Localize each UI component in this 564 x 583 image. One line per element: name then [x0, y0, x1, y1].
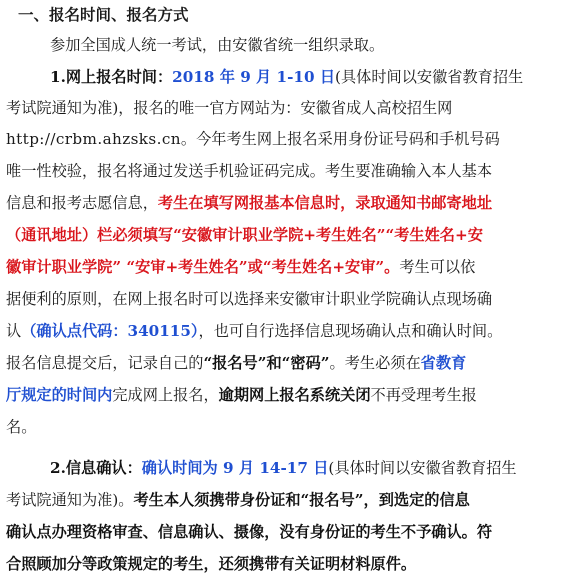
intro-paragraph: 参加全国成人统一考试，由安徽省统一组织录取。	[50, 36, 385, 54]
sec1-line-5	[6, 190, 558, 216]
sec1-line9-tail: ，也可自行选择信息现场确认点和确认时间。	[198, 322, 503, 340]
sec2-label: 2.信息确认：	[50, 459, 142, 477]
official-website-link[interactable]: http://crbm.ahzsks.cn	[6, 130, 181, 148]
sec1-line1-tail: (具体时间以安徽省教育招生	[335, 68, 524, 86]
sec1-line-7	[6, 254, 558, 280]
confirmation-point-code: （确认点代码：340115）	[21, 322, 199, 340]
sec1-line11-bold: 逾期网上报名系统关闭	[218, 386, 371, 404]
sec2-line-3: 确认点办理资格审查、信息确认、摄像，没有身份证的考生不予确认。符	[6, 523, 492, 541]
sec1-line7-red: 徽审计职业学院” “安审+考生姓名”或“考生姓名+安审”。	[6, 258, 400, 276]
sec2-line-2	[6, 487, 558, 513]
sec1-line10-mid: 。考生必须在	[329, 354, 421, 372]
sec2-line2-pre: 考试院通知为准)。	[6, 491, 134, 509]
sec1-line-8: 据便利的原则，在网上报名时可以选择来安徽审计职业学院确认点现场确	[6, 290, 492, 308]
sec1-line11-mid: 完成网上报名，	[112, 386, 219, 404]
sec1-label: 1.网上报名时间：	[50, 68, 173, 86]
sec1-line-4: 唯一性校验，报名将通过发送手机验证码完成。考生要准确输入本人基本	[6, 162, 492, 180]
sec2-line-4: 合照顾加分等政策规定的考生，还须携带有关证明材料原件。	[6, 555, 417, 573]
sec1-line-12: 名。	[6, 418, 37, 436]
sec1-line-1	[50, 64, 558, 90]
sec1-line10-bold: “报名号”和“密码”	[203, 354, 330, 372]
sec2-line-1	[50, 455, 558, 481]
sec1-line-9	[6, 318, 558, 344]
sec1-line11-blue: 厅规定的时间内	[6, 386, 113, 404]
sec1-line11-tail: 不再受理考生报	[370, 386, 477, 404]
sec1-line9-pre: 认	[6, 322, 22, 340]
sec1-line5-red: 考生在填写网报基本信息时，录取通知书邮寄地址	[157, 194, 492, 212]
sec1-line-3	[6, 126, 558, 152]
sec1-line5-normal: 信息和报考志愿信息，	[6, 194, 158, 212]
sec2-line1-tail: (具体时间以安徽省教育招生	[328, 459, 517, 477]
sec1-line10-blue: 省教育	[420, 354, 467, 372]
sec1-line10-pre: 报名信息提交后，记录自己的	[6, 354, 204, 372]
sec2-date: 确认时间为 9 月 14-17 日	[141, 459, 329, 477]
sec1-date: 2018 年 9 月 1-10 日	[172, 68, 336, 86]
sec1-line7-tail: 考生可以依	[399, 258, 476, 276]
sec1-line-10	[6, 350, 558, 376]
section-heading: 一、报名时间、报名方式	[18, 5, 189, 24]
sec1-line3-tail: 。今年考生网上报名采用身份证号码和手机号码	[180, 130, 500, 148]
sec1-line-6: （通讯地址）栏必须填写“安徽审计职业学院+考生姓名”“考生姓名+安	[6, 226, 483, 244]
sec1-line-11	[6, 382, 558, 408]
sec1-line-2: 考试院通知为准)，报名的唯一官方网站为：安徽省成人高校招生网	[6, 99, 453, 117]
sec2-line2-bold: 考生本人须携带身份证和“报名号”，到选定的信息	[133, 491, 470, 509]
